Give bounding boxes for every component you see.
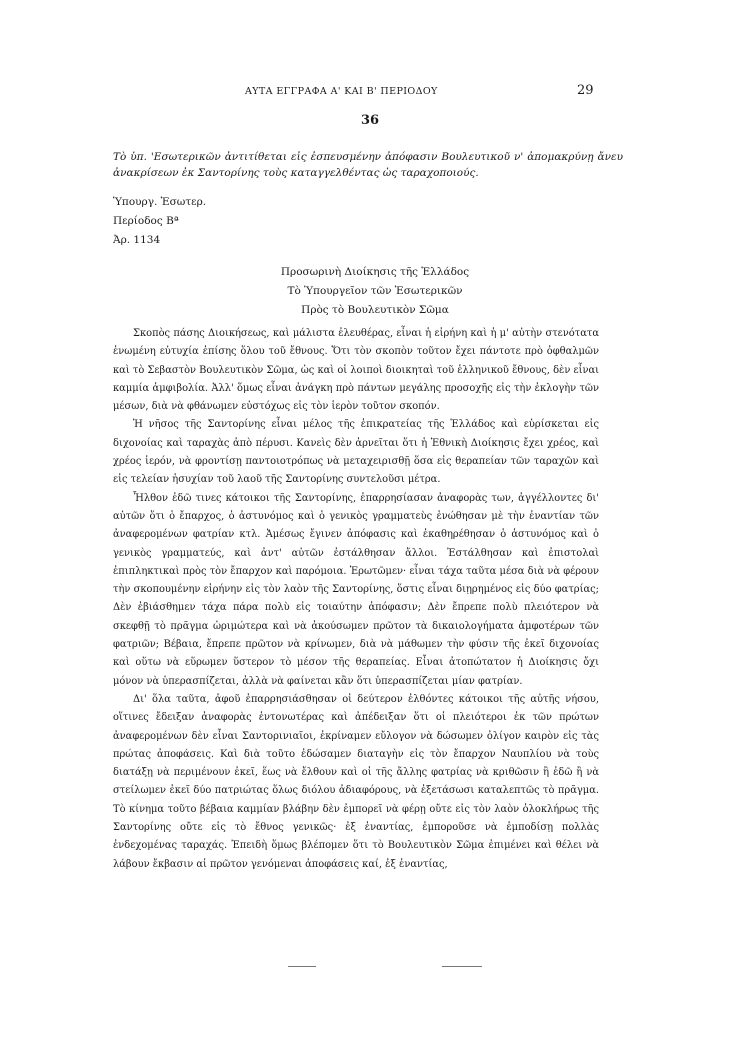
footer-mark [442, 966, 482, 967]
page-number: 29 [577, 83, 594, 98]
archive-ref-line: Περίοδος Βª [113, 215, 179, 227]
body-paragraph: Ἦλθον ἐδῶ τινες κάτοικοι τῆς Σαντορίνης, ἐπαρρησίασαν ἀναφορὰς των, ἀγγέλλοντες δι' αὐτῶν ὅτι ὁ ἔπαρχος, ὁ ἀστυνόμος καὶ ὁ γενικὸς γραμματεὺς ἑνώθησαν μὲ τὴν ἐναντίαν τῶν ἀναφερομένων φατρίαν κτλ. Ἀμέσως ἔγινεν ἀπόφασις καὶ ἐκαθηρέθησαν ὁ ἀστυνόμος καὶ ὁ γενικὸς γραμματεύς, καὶ ἀντ' αὐτῶν ἐστάλθησαν ἄλλοι. Ἐστάλθησαν καὶ ἐπιστολαὶ ἐπιπληκτικαὶ πρὸς τὸν ἔπαρχον καὶ παρόμοια. Ἐρωτῶμεν· εἶναι τάχα ταῦτα μέσα διὰ νὰ φέρουν τὴν σκοπουμένην εἰρήνην εἰς τὸν λαὸν τῆς Σαντορίνης, ὅστις εἶναι διῃρημένος εἰς δύο φατρίας; Δὲν ἐβιάσθημεν τάχα πάρα πολὺ εἰς τοιαύτην ἀπόφασιν; Δὲν ἔπρεπε πολὺ πλειότερον νὰ σκεφθῇ τὸ πρᾶγμα ὡριμώτερα καὶ νὰ ἀκούσωμεν πρῶτον τὰ δικαιολογήματα ἀμφοτέρων τῶν φατριῶν; Βέβαια, ἔπρεπε πρῶτον νὰ κρίνωμεν, διὰ νὰ μάθωμεν τὴν φύσιν τῆς ἐκεῖ διχονοίας καὶ οὕτω νὰ εὕρωμεν ὕστερον τὸ μέσον τῆς θεραπείας. Εἶναι ἀτοπώτατον ἡ Διοίκησις ὄχι μόνον νὰ ὑπερασπίζεται, ἀλλὰ νὰ φαίνεται κἂν ὅτι ὑπερασπίζεται μίαν φατρίαν. [113, 492, 599, 687]
archive-ref-line: Ὑπουργ. Ἐσωτερ. [113, 196, 207, 208]
document-summary: Τὸ ὑπ. 'Εσωτερικῶν ἀντιτίθεται εἰς ἐσπευσμένην ἀπόφασιν Βουλευτικοῦ ν' ἀπομακρύνῃ ἄνευ ἀνακρίσεων ἐκ Σαντορίνης τοὺς καταγγελθέντας ὡς ταραχοποιούς. [113, 151, 623, 179]
heading-line: Τὸ Ὑπουργεῖον τῶν Ἐσωτερικῶν [287, 285, 463, 297]
archive-reference [113, 193, 206, 250]
running-header: ΑΥΤΑ ΕΓΓΡΑΦΑ Α' ΚΑΙ Β' ΠΕΡΙΟΔΟΥ [245, 86, 438, 97]
body-paragraph: Σκοπὸς πάσης Διοικήσεως, καὶ μάλιστα ἐλευθέρας, εἶναι ἡ εἰρήνη καὶ ἡ μ' αὐτὴν στενότατα ἑνωμένη εὐτυχία ἐπίσης ὅλου τοῦ ἔθνους. Ὅτι τὸν σκοπὸν τοῦτον ἔχει πάντοτε πρὸ ὀφθαλμῶν καὶ τὸ Σεβαστὸν Βουλευτικὸν Σῶμα, ὡς καὶ οἱ λοιποὶ διοικηταὶ τοῦ ἑλληνικοῦ ἔθνους, δὲν εἶναι καμμία ἀμφιβολία. Ἀλλ' ὅμως εἶναι ἀνάγκη πρὸ πάντων μεγάλης προσοχῆς εἰς τὴν ἐκλογὴν τῶν μέσων, διὰ νὰ φθάνωμεν εὐστόχως εἰς τὸν ἱερὸν τοῦτον σκοπόν. [113, 328, 599, 413]
document-number: 36 [360, 113, 380, 128]
letter-body [113, 325, 599, 874]
heading-line: Πρὸς τὸ Βουλευτικὸν Σῶμα [301, 304, 449, 316]
archive-ref-line: Ἀρ. 1134 [113, 234, 161, 246]
body-paragraph: Δι' ὅλα ταῦτα, ἀφοῦ ἐπαρρησιάσθησαν οἱ δεύτερον ἐλθόντες κάτοικοι τῆς αὐτῆς νήσου, οἵτινες ἔδειξαν ἀναφορὰς ἐντονωτέρας καὶ ἀπέδειξαν ὅτι οἱ πλειότεροι ἐκ τῶν πρώτων ἀναφερομένων δὲν εἶναι Σαντορινιαῖοι, ἐκρίναμεν εὔλογον νὰ δώσωμεν ὀλίγον καιρὸν εἰς τὰς πρώτας ἀποφάσεις. Καὶ διὰ τοῦτο ἐδώσαμεν διαταγὴν εἰς τὸν ἔπαρχον Ναυπλίου νὰ τοὺς διατάξῃ νὰ περιμένουν ἐκεῖ, ἕως νὰ ἔλθουν καὶ οἱ τῆς ἄλλης φατρίας νὰ κριθῶσιν ἢ ἐδῶ ἢ νὰ στείλωμεν ἐκεῖ δύο πατριώτας ὅλως διόλου ἀδιαφόρους, νὰ ἐξετάσωσι καταλεπτῶς τὸ πρᾶγμα. Τὸ κίνημα τοῦτο βέβαια καμμίαν βλάβην δὲν ἐμπορεῖ νὰ φέρῃ οὔτε εἰς τὸν λαὸν ὁλοκλήρως τῆς Σαντορίνης οὔτε εἰς τὸ ἔθνος γενικῶς· ἐξ ἐναντίας, ἐμποροῦσε νὰ ἐμποδίσῃ πολλὰς ἐνδεχομένας ταραχάς. Ἐπειδὴ ὅμως βλέπομεν ὅτι τὸ Βουλευτικὸν Σῶμα ἐπιμένει καὶ θέλει νὰ λάβουν ἔκβασιν αἱ πρῶτον γενόμεναι ἀποφάσεις καί, ἐξ ἐναντίας, [113, 693, 599, 870]
heading-line: Προσωρινὴ Διοίκησις τῆς Ἑλλάδος [280, 266, 470, 278]
body-paragraph: Ἡ νῆσος τῆς Σαντορίνης εἶναι μέλος τῆς ἐπικρατείας τῆς Ἑλλάδος καὶ εὑρίσκεται εἰς διχονοίας καὶ ταραχὰς ἀπὸ πέρυσι. Κανεὶς δὲν ἀρνεῖται ὅτι ἡ Ἐθνικὴ Διοίκησις ἔχει χρέος, καὶ χρέος ἱερόν, νὰ φροντίσῃ παντοιοτρόπως νὰ μεταχειρισθῇ ὅσα εἰς θεραπείαν τῶν ταραχῶν καὶ εἰς τελείαν ἡσυχίαν τοῦ λαοῦ τῆς Σαντορίνης συντελοῦσι μέτρα. [113, 419, 599, 486]
letter-heading [220, 263, 530, 320]
footer-mark [288, 966, 316, 967]
